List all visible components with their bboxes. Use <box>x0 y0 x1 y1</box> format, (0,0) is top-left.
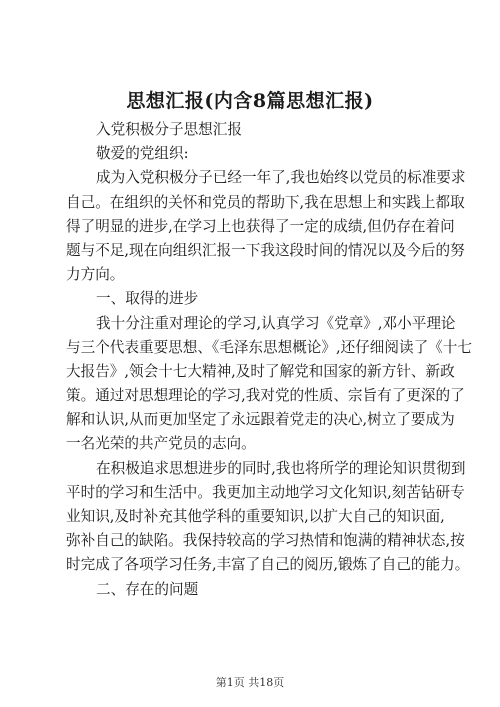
body-line: 时完成了各项学习任务,丰富了自己的阅历,锻炼了自己的能力。 <box>66 556 470 574</box>
body-line: 策。通过对思想理论的学习,我对党的性质、宗旨有了更深的了 <box>66 387 465 405</box>
body-line: 我十分注重对理论的学习,认真学习《党章》,邓小平理论 <box>96 314 456 332</box>
body-line: 一名光荣的共产党员的志向。 <box>66 435 256 453</box>
body-line: 敬爱的党组织: <box>96 145 189 163</box>
body-line: 力方向。 <box>66 266 125 284</box>
page-footer: 第1页 共18页 <box>215 676 285 689</box>
body-line: 入党积极分子思想汇报 <box>96 121 242 138</box>
body-line: 二、存在的问题 <box>96 580 199 598</box>
body-line: 平时的学习和生活中。我更加主动地学习文化知识,刻苦钻研专 <box>66 483 465 501</box>
body-line: 题与不足,现在向组织汇报一下我这段时间的情况以及今后的努 <box>66 241 465 259</box>
body-line: 弥补自己的缺陷。我保持较高的学习热情和饱满的精神状态,按 <box>66 532 465 550</box>
body-line: 一、取得的进步 <box>96 290 199 308</box>
body-line: 解和认识,从而更加坚定了永远跟着党走的决心,树立了要成为 <box>66 411 455 429</box>
document-body <box>66 118 472 602</box>
body-line: 在积极追求思想进步的同时,我也将所学的理论知识贯彻到 <box>96 459 466 477</box>
body-line: 与三个代表重要思想、《毛泽东思想概论》,还仔细阅读了《十七 <box>66 338 472 356</box>
document-title: 思想汇报(内含8篇思想汇报) <box>126 90 374 112</box>
body-line: 业知识,及时补充其他学科的重要知识,以扩大自己的知识面, <box>66 508 445 525</box>
body-line: 大报告》,领会十七大精神,及时了解党和国家的新方针、新政 <box>66 362 455 380</box>
body-line: 自己。在组织的关怀和党员的帮助下,我在思想上和实践上都取 <box>66 193 465 211</box>
body-line: 成为入党积极分子已经一年了,我也始终以党员的标准要求 <box>96 169 466 187</box>
body-line: 得了明显的进步,在学习上也获得了一定的成绩,但仍存在着问 <box>66 217 455 235</box>
